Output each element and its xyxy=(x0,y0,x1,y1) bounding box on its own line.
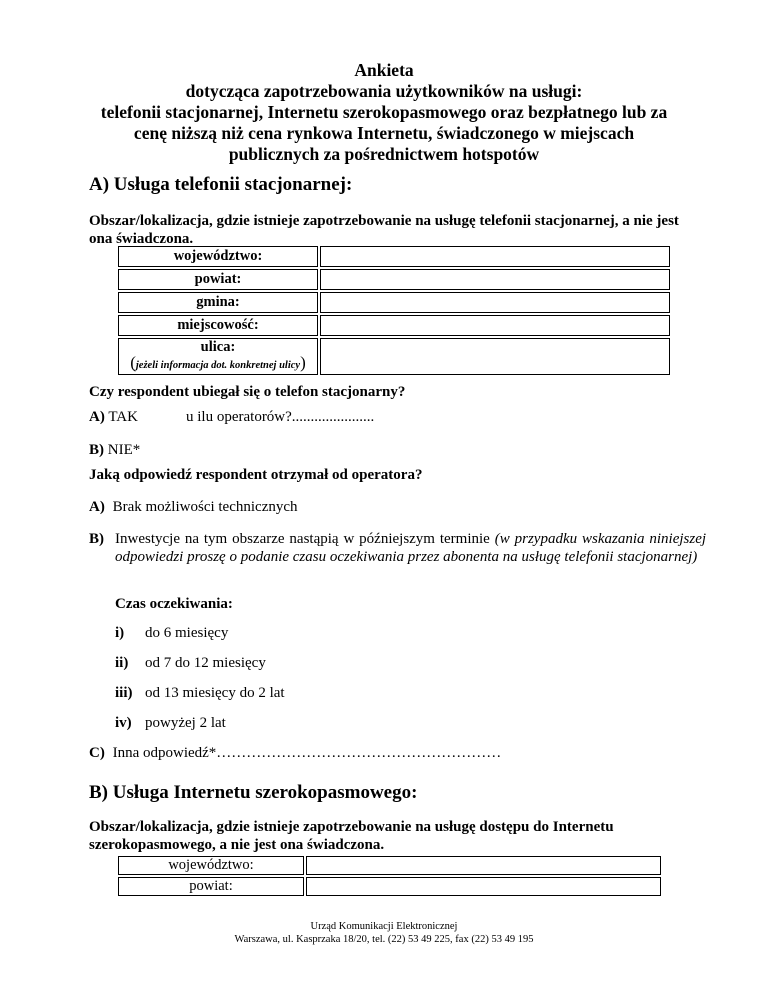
street-label: ulica: xyxy=(200,339,236,355)
street-field[interactable] xyxy=(320,338,670,375)
q1-option-b[interactable] xyxy=(89,441,140,459)
q2-b-note: (w przypadku wskazania niniejszej odpowiedzi proszę o podanie czasu oczekiwania przez abonenta na usługę telefonii stacjonarnej) xyxy=(115,531,707,565)
wait-option-number: ii) xyxy=(115,655,129,671)
title-line: cenę niższą niż cena rynkowa Internetu, świadczonego w miejscach xyxy=(133,123,635,143)
wait-option-text: do 6 miesięcy xyxy=(145,625,229,641)
q1-a-followup[interactable]: u ilu operatorów?...................... xyxy=(186,409,375,425)
wait-option-number: i) xyxy=(115,625,125,641)
district-field[interactable] xyxy=(320,269,670,290)
q1-b-marker: B) xyxy=(89,442,104,458)
wait-option[interactable] xyxy=(115,685,285,702)
wait-option-text: od 7 do 12 miesięcy xyxy=(145,655,266,671)
wait-option-number: iv) xyxy=(115,715,132,731)
locality-label: miejscowość: xyxy=(118,315,318,336)
title-line: telefonii stacjonarnej, Internetu szerokopasmowego oraz bezpłatnego lub za xyxy=(100,102,668,122)
district-label: powiat: xyxy=(118,269,318,290)
wait-option[interactable] xyxy=(115,715,226,732)
section-a-location-table xyxy=(116,244,672,377)
q2-a-marker: A) xyxy=(89,499,105,515)
q2-b-text: Inwestycje na tym obszarze nastąpią w późniejszym terminie xyxy=(115,531,490,547)
locality-field[interactable] xyxy=(320,315,670,336)
question-2: Jaką odpowiedź respondent otrzymał od operatora? xyxy=(89,467,423,483)
section-b-location-intro: Obszar/lokalizacja, gdzie istnieje zapotrzebowanie na usługę dostępu do Internetu szerokopasmowego, a nie jest ona świadczona. xyxy=(89,819,614,853)
q2-option-a[interactable] xyxy=(89,498,298,516)
footer-line: Urząd Komunikacji Elektronicznej xyxy=(310,921,458,932)
section-a-heading: A) Usługa telefonii stacjonarnej: xyxy=(89,174,353,195)
q2-c-text: Inna odpowiedź*………………………………………………… xyxy=(112,745,502,761)
page-footer xyxy=(0,920,768,946)
q1-a-marker: A) xyxy=(89,409,105,425)
q2-c-marker: C) xyxy=(89,745,105,761)
title-line: Ankieta xyxy=(354,60,414,80)
b-district-label: powiat: xyxy=(118,877,304,896)
wait-option[interactable] xyxy=(115,655,266,672)
voivodeship-field[interactable] xyxy=(320,246,670,267)
q2-option-c[interactable] xyxy=(89,744,501,762)
section-b-heading: B) Usługa Internetu szerokopasmowego: xyxy=(89,782,418,803)
wait-option-number: iii) xyxy=(115,685,133,701)
q2-a-text: Brak możliwości technicznych xyxy=(112,499,298,515)
commune-label: gmina: xyxy=(118,292,318,313)
q2-b-marker: B) xyxy=(89,531,104,547)
wait-option-text: powyżej 2 lat xyxy=(145,715,226,731)
commune-field[interactable] xyxy=(320,292,670,313)
document-title xyxy=(60,60,708,165)
section-b-location-table xyxy=(116,854,663,898)
wait-option-text: od 13 miesięcy do 2 lat xyxy=(145,685,285,701)
b-district-field[interactable] xyxy=(306,877,661,896)
question-1: Czy respondent ubiegał się o telefon stacjonarny? xyxy=(89,384,406,400)
voivodeship-label: województwo: xyxy=(118,246,318,267)
wait-option[interactable] xyxy=(115,625,228,642)
q1-a-text: TAK xyxy=(108,409,138,425)
title-line: publicznych za pośrednictwem hotspotów xyxy=(228,144,540,164)
b-voivodeship-label: województwo: xyxy=(118,856,304,875)
q1-b-text: NIE* xyxy=(107,442,141,458)
q1-option-a[interactable] xyxy=(89,408,138,426)
street-note: jeżeli informacja dot. konkretnej ulicy xyxy=(135,360,301,371)
title-line: dotycząca zapotrzebowania użytkowników na usługi: xyxy=(185,81,583,101)
footer-line: Warszawa, ul. Kasprzaka 18/20, tel. (22) 53 49 225, fax (22) 53 49 195 xyxy=(234,934,534,945)
street-label-cell: ulica: (jeżeli informacja dot. konkretnej ulicy) xyxy=(118,338,318,375)
q2-option-b[interactable] xyxy=(89,530,707,565)
wait-heading: Czas oczekiwania: xyxy=(115,596,233,612)
b-voivodeship-field[interactable] xyxy=(306,856,661,875)
section-a-location-intro: Obszar/lokalizacja, gdzie istnieje zapotrzebowanie na usługę telefonii stacjonarnej, a nie jest ona świadczona. xyxy=(89,213,679,247)
